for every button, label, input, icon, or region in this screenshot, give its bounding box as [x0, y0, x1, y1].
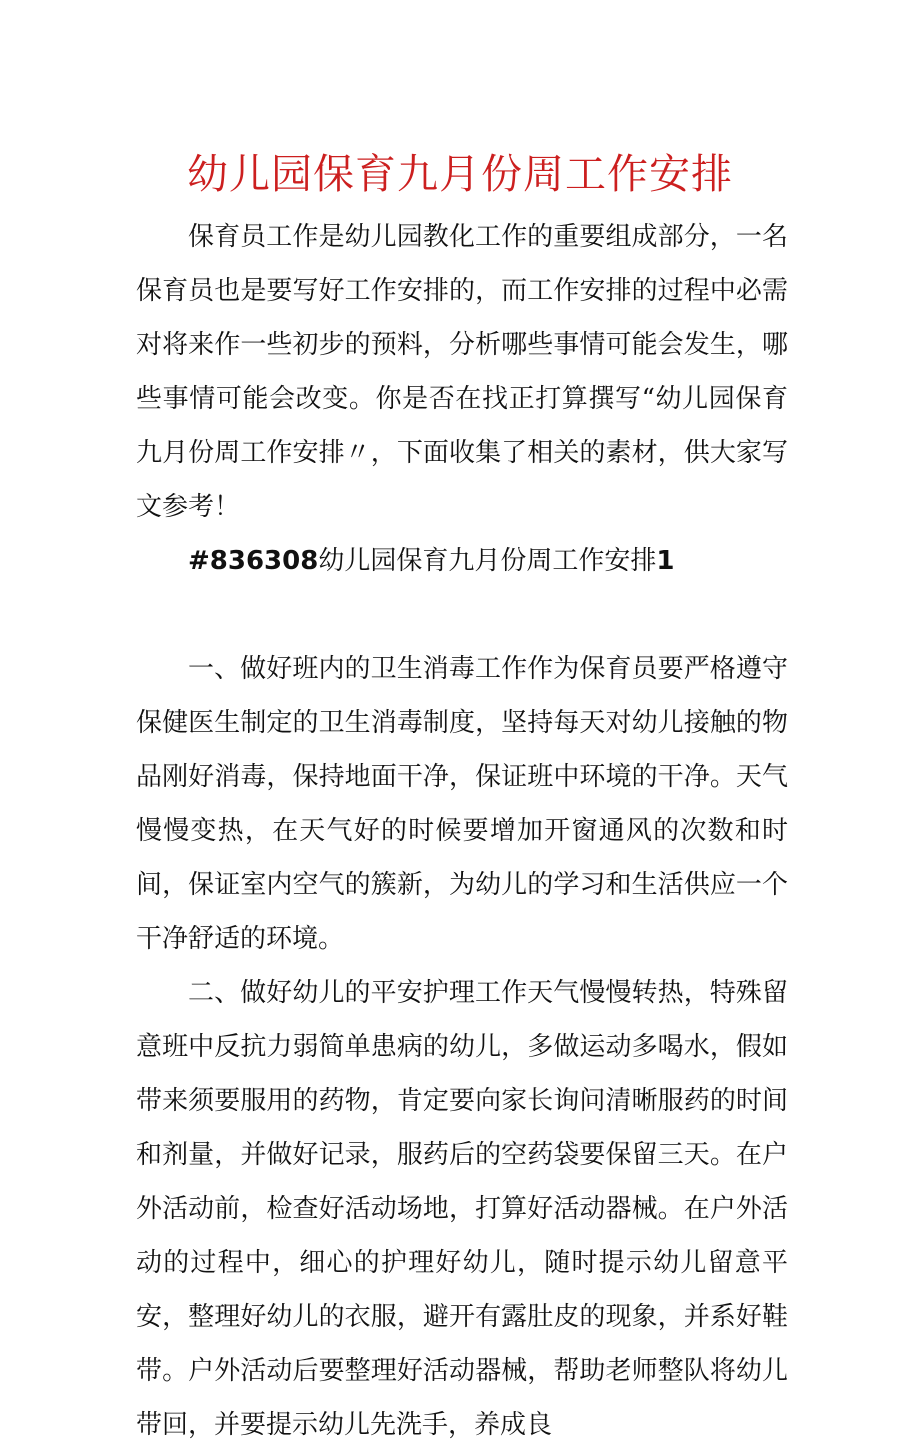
- paragraph-2: 二、做好幼儿的平安护理工作天气慢慢转热，特殊留意班中反抗力弱简单患病的幼儿，多做运动多喝水，假如带来须要服用的药物，肯定要向家长询问清晰服药的时间和剂量，并做好记录，服药后的空药袋要保留三天。在户外活动前，检查好活动场地，打算好活动器械。在户外活动的过程中，细心的护理好幼儿，随时提示幼儿留意平安，整理好幼儿的衣服，避开有露肚皮的现象，并系好鞋带。户外活动后要整理好活动器械，帮助老师整队将幼儿带回，并要提示幼儿先洗手，养成良: [136, 978, 788, 1440]
- document-body: [136, 210, 788, 1452]
- section-heading-suffix: 1: [656, 546, 675, 576]
- paragraph-1: 一、做好班内的卫生消毒工作作为保育员要严格遵守保健医生制定的卫生消毒制度，坚持每天对幼儿接触的物品刚好消毒，保持地面干净，保证班中环境的干净。天气慢慢变热，在天气好的时候要增加开窗通风的次数和时间，保证室内空气的簇新，为幼儿的学习和生活供应一个干净舒适的环境。: [136, 654, 788, 954]
- document-title: 幼儿园保育九月份周工作安排: [187, 150, 733, 198]
- intro-paragraph: 保育员工作是幼儿园教化工作的重要组成部分，一名保育员也是要写好工作安排的，而工作安排的过程中必需对将来作一些初步的预料，分析哪些事情可能会发生，哪些事情可能会改变。你是否在找正打算撰写“幼儿园保育九月份周工作安排〃，下面收集了相关的素材，供大家写文参考！: [136, 222, 788, 522]
- section-heading-text: 幼儿园保育九月份周工作安排: [318, 546, 657, 576]
- section-heading: [136, 534, 788, 588]
- section-heading-prefix: #836308: [188, 546, 319, 576]
